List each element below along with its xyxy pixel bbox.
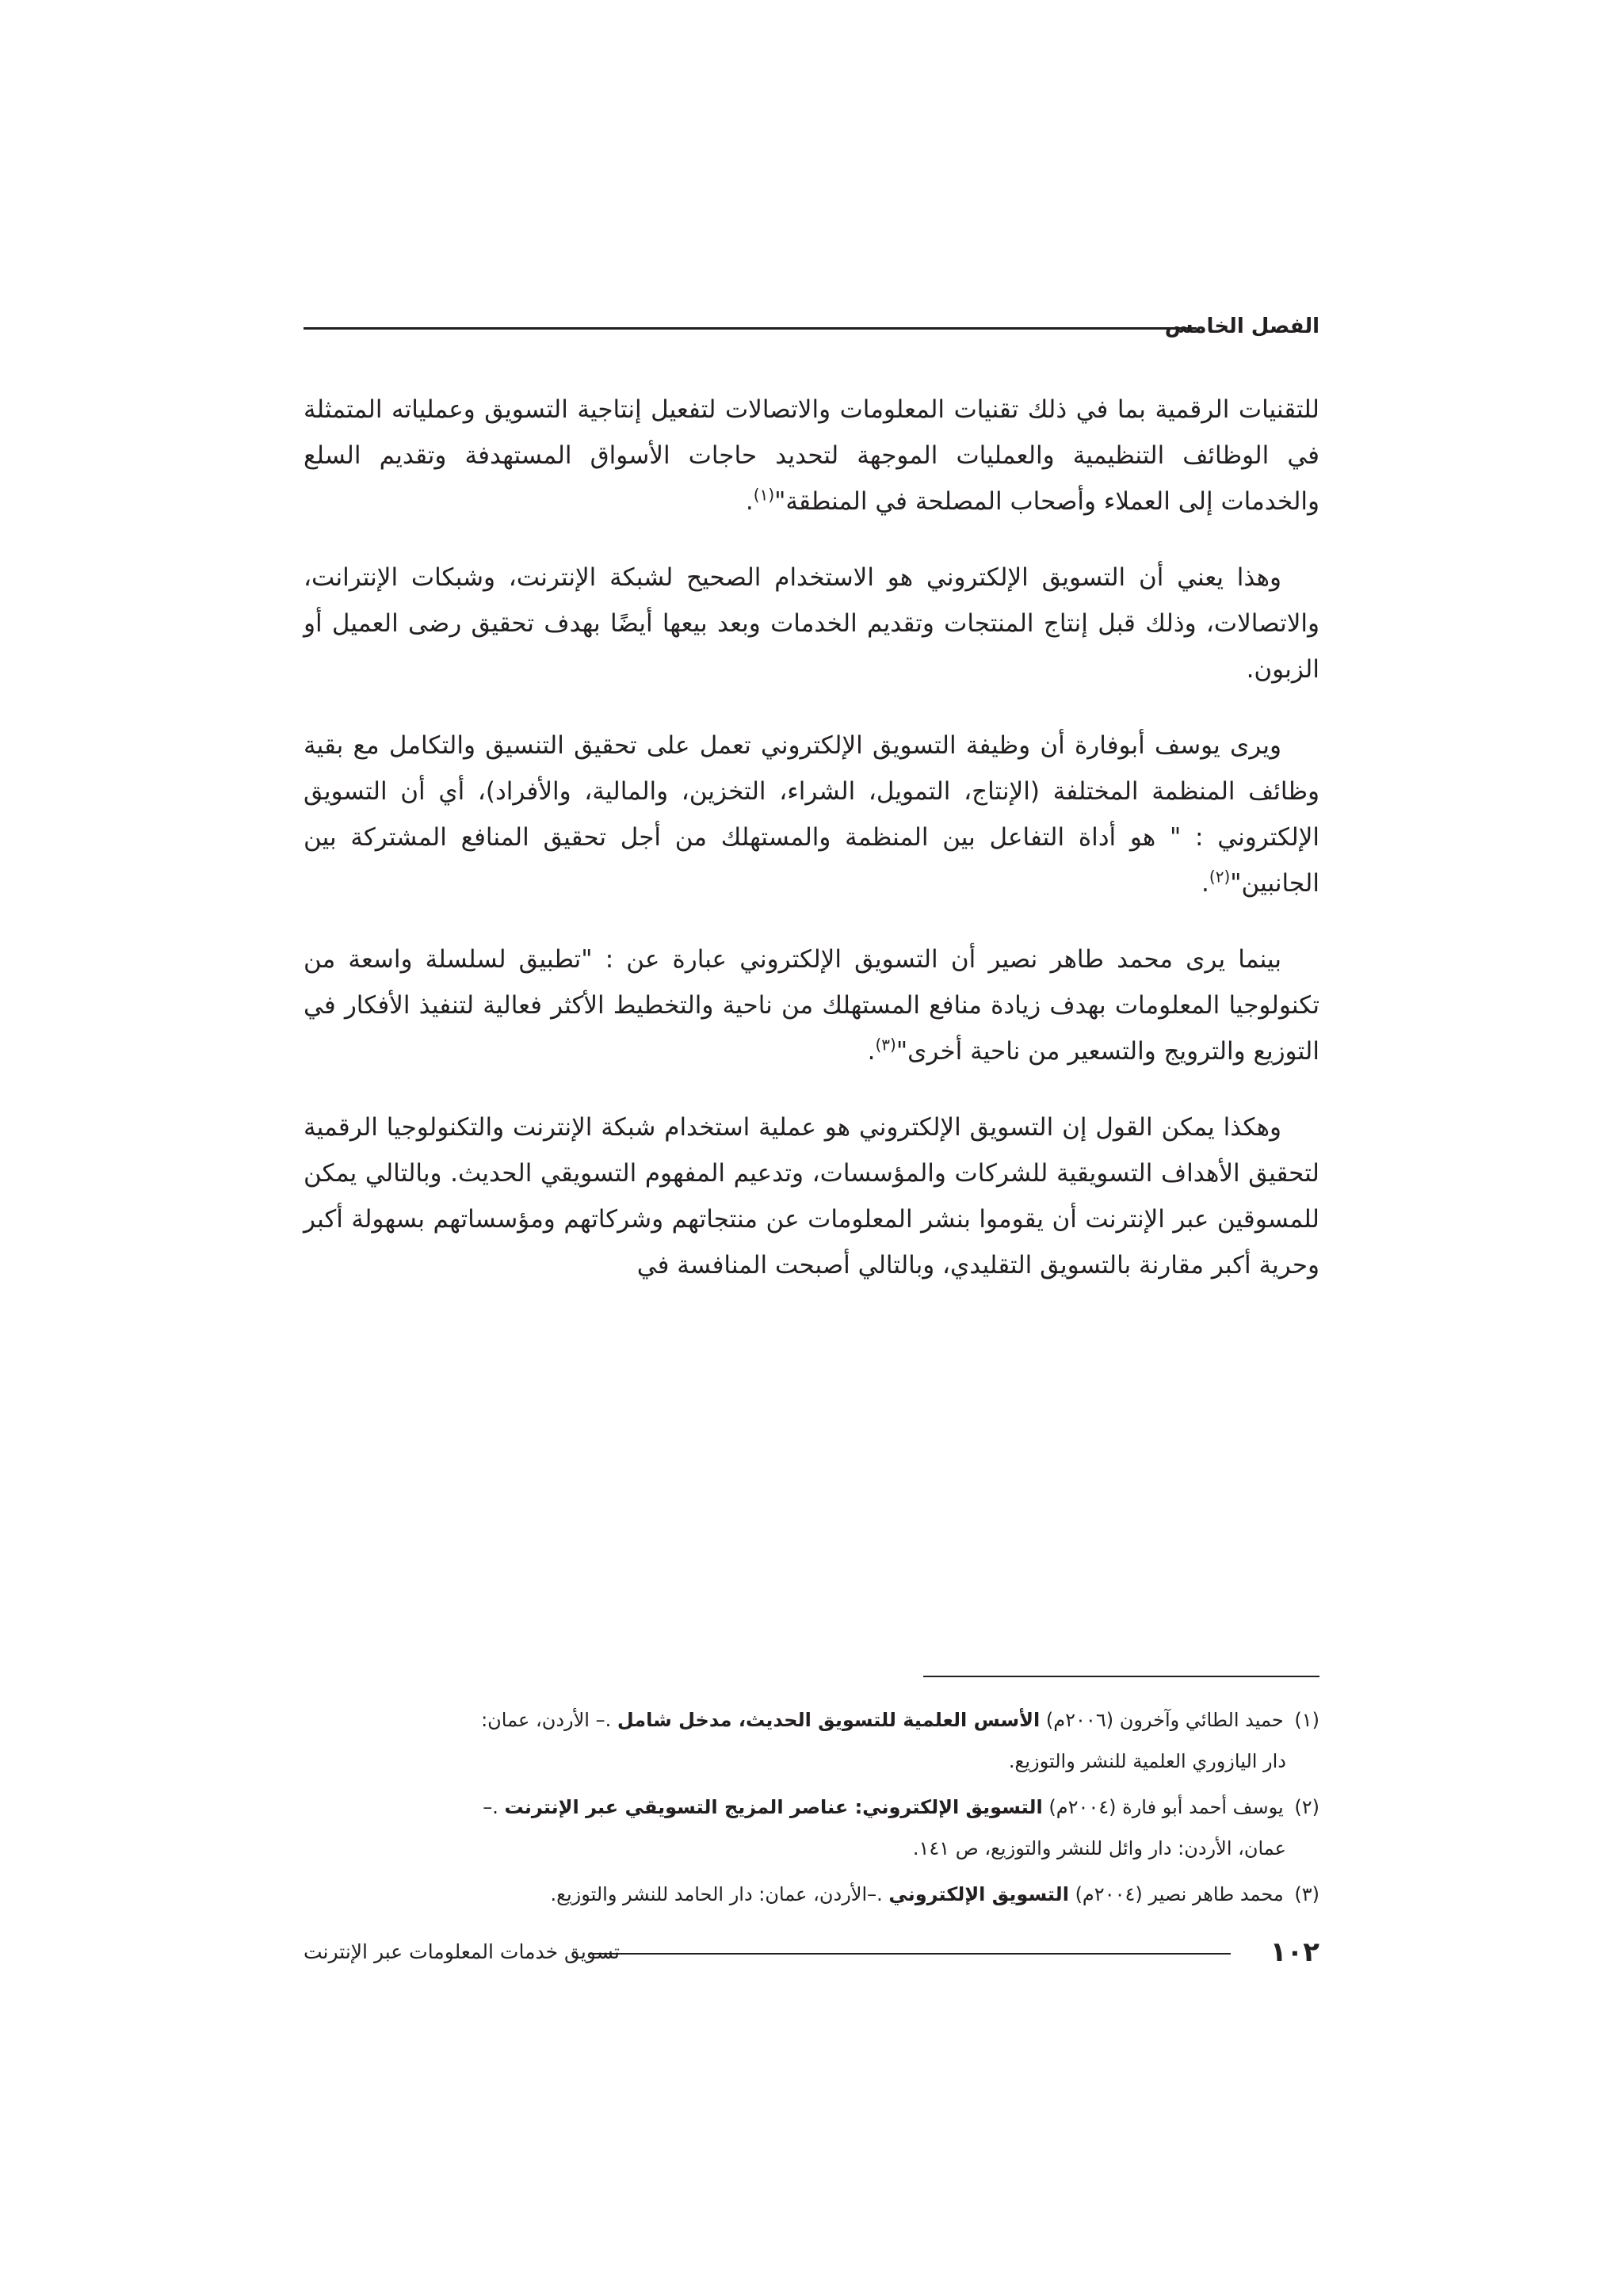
paragraph-1	[304, 387, 1319, 524]
footnote-number: (٣)	[1294, 1883, 1319, 1905]
footnote-1	[304, 1699, 1319, 1782]
footnote-ref: (٣)	[875, 1035, 896, 1055]
paragraph-tail: .	[867, 1037, 876, 1066]
footnote-author: يوسف أحمد أبو فارة (٢٠٠٤م)	[1048, 1796, 1284, 1818]
footnote-3	[304, 1874, 1319, 1915]
page-number: ١٠٢	[1270, 1936, 1319, 1968]
page-footer	[304, 1933, 1319, 1971]
footer-rule	[589, 1953, 1231, 1955]
body-text	[304, 387, 1319, 1318]
footnote-number: (١)	[1294, 1709, 1319, 1731]
footnote-separator	[923, 1676, 1319, 1677]
paragraph-4	[304, 936, 1319, 1074]
footnotes	[304, 1699, 1319, 1920]
footnote-continuation: عمان، الأردن: دار وائل للنشر والتوزيع، ص ١٤١.	[912, 1837, 1286, 1859]
footnote-title: التسويق الإلكتروني	[888, 1883, 1069, 1905]
paragraph-2	[304, 555, 1319, 692]
footnote-number: (٢)	[1294, 1796, 1319, 1818]
footnote-continuation: دار اليازوري العلمية للنشر والتوزيع.	[1008, 1750, 1286, 1772]
footnote-2	[304, 1787, 1319, 1869]
footnote-publication: .–	[483, 1796, 498, 1818]
paragraph-tail: .	[745, 487, 754, 516]
chapter-label: الفصل الخامس	[1164, 315, 1319, 338]
footnote-title: الأسس العلمية للتسويق الحديث، مدخل شامل	[617, 1709, 1041, 1731]
book-title: تسويق خدمات المعلومات عبر الإنترنت	[304, 1940, 620, 1963]
footnote-publication: .–الأردن، عمان: دار الحامد للنشر والتوزيع.	[550, 1883, 883, 1905]
paragraph-5	[304, 1104, 1319, 1288]
footnote-publication: .– الأردن، عمان:	[481, 1709, 612, 1731]
paragraph-text: وهذا يعني أن التسويق الإلكتروني هو الاستخدام الصحيح لشبكة الإنترنت، وشبكات الإنترانت، والاتصالات، وذلك قبل إنتاج المنتجات وتقديم الخدمات وبعد بيعها أيضًا بهدف تحقيق رضى العميل أو الزبون.	[304, 563, 1319, 684]
paragraph-text: للتقنيات الرقمية بما في ذلك تقنيات المعلومات والاتصالات لتفعيل إنتاجية التسويق وعملياته المتمثلة في الوظائف التنظيمية والعمليات الموجهة لتحديد حاجات الأسواق المستهدفة وتقديم السلع والخدمات إلى العملاء وأصحاب المصلحة في المنطقة"	[304, 395, 1319, 516]
header-rule	[304, 327, 1197, 330]
paragraph-text: بينما يرى محمد طاهر نصير أن التسويق الإلكتروني عبارة عن : "تطبيق لسلسلة واسعة من تكنولوجيا المعلومات بهدف زيادة منافع المستهلك من ناحية والتخطيط الأكثر فعالية لتنفيذ الأفكار في التوزيع والترويج والتسعير من ناحية أخرى"	[304, 945, 1319, 1066]
running-header	[304, 311, 1319, 342]
footnote-title: التسويق الإلكتروني: عناصر المزيج التسويقي عبر الإنترنت	[504, 1796, 1043, 1818]
footnote-ref: (٢)	[1209, 867, 1231, 887]
footnote-ref: (١)	[753, 485, 775, 505]
paragraph-3	[304, 723, 1319, 906]
paragraph-text: ويرى يوسف أبوفارة أن وظيفة التسويق الإلكتروني تعمل على تحقيق التنسيق والتكامل مع بقية وظائف المنظمة المختلفة (الإنتاج، التمويل، الشراء، التخزين، والمالية، والأفراد)، أي أن التسويق الإلكتروني : " هو أداة التفاعل بين المنظمة والمستهلك من أجل تحقيق المنافع المشتركة بين الجانبين"	[304, 731, 1319, 898]
paragraph-text: وهكذا يمكن القول إن التسويق الإلكتروني هو عملية استخدام شبكة الإنترنت والتكنولوجيا الرقمية لتحقيق الأهداف التسويقية للشركات والمؤسسات، وتدعيم المفهوم التسويقي الحديث. وبالتالي يمكن للمسوقين عبر الإنترنت أن يقوموا بنشر المعلومات عن منتجاتهم وشركاتهم ومؤسساتهم بسهولة أكبر وحرية أكبر مقارنة بالتسويق التقليدي، وبالتالي أصبحت المنافسة في	[304, 1113, 1319, 1280]
footnote-author: محمد طاهر نصير (٢٠٠٤م)	[1075, 1883, 1284, 1905]
paragraph-tail: .	[1201, 869, 1209, 898]
footnote-author: حميد الطائي وآخرون (٢٠٠٦م)	[1045, 1709, 1284, 1731]
